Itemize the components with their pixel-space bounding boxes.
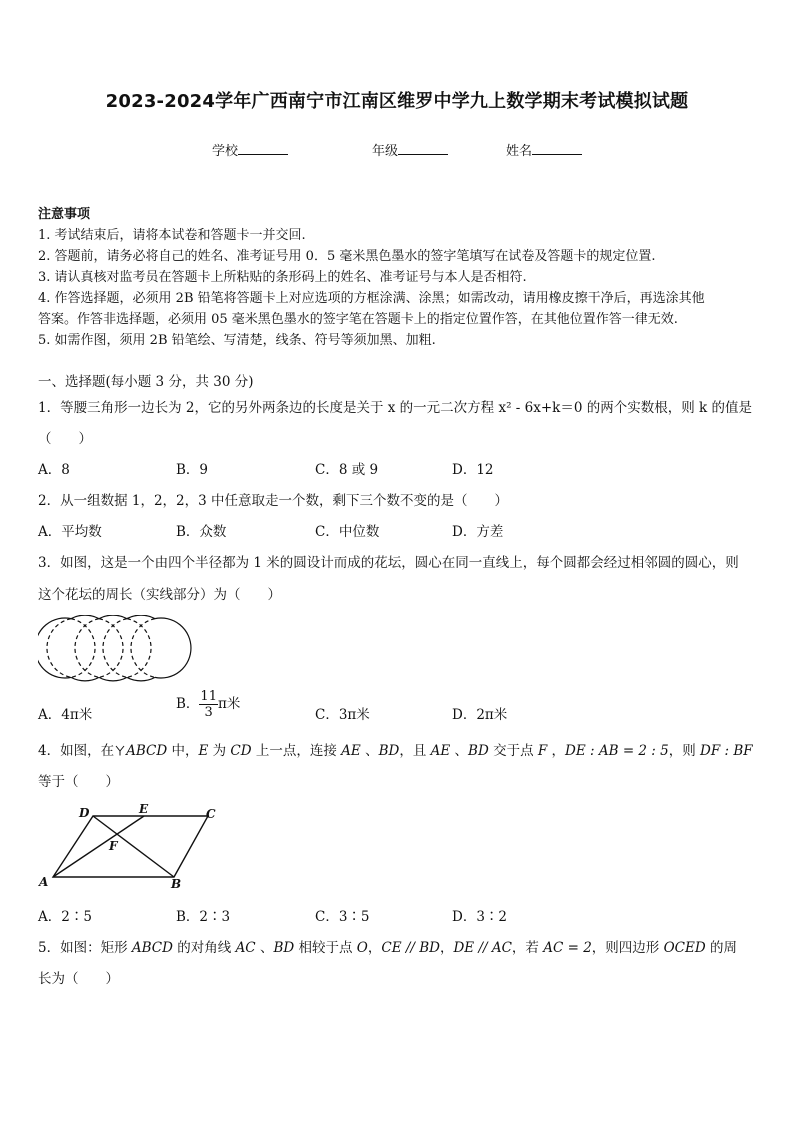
q1-stem: 1．等腰三角形一边长为 2，它的另外两条边的长度是关于 x 的一元二次方程 x² - 6x+k＝0 的两个实数根，则 k 的值是 — [38, 400, 752, 416]
circle-2-dashed-arc — [47, 619, 71, 678]
page-title: 2023-2024学年广西南宁市江南区维罗中学九上数学期末考试模拟试题 — [105, 91, 689, 112]
notice-item-1: 1. 考试结束后，请将本试卷和答题卡一并交回. — [38, 228, 306, 243]
q5-math: CE // BD — [381, 940, 440, 956]
q5-text: 相较于点 — [294, 940, 357, 956]
q4-math: CD — [230, 743, 252, 759]
q5-math: DE // AC — [453, 940, 512, 956]
q1-option-a[interactable]: A．8 — [38, 462, 70, 478]
notice-heading: 注意事项 — [38, 207, 91, 222]
q3-stem-cont: 这个花坛的周长（实线部分）为（ ） — [38, 587, 281, 603]
q3-stem: 3．如图，这是一个由四个半径都为 1 米的圆设计而成的花坛，圆心在同一直线上，每个圆都会经过相邻圆的圆心，则 — [38, 555, 739, 571]
q1-option-d[interactable]: D．12 — [452, 462, 494, 478]
label-a: A — [39, 875, 49, 889]
q5-text: ， — [439, 940, 454, 956]
q4-text: 为 — [208, 743, 231, 759]
q4-option-d[interactable]: D．3∶2 — [452, 909, 508, 925]
q2-option-c[interactable]: C．中位数 — [315, 524, 380, 540]
q4-stem-cont: 等于（ ） — [38, 774, 119, 790]
parallelogram-symbol — [115, 744, 125, 754]
q4-math: ABCD — [126, 743, 168, 759]
q4-math: E — [198, 743, 209, 759]
q4-math: F — [537, 743, 548, 759]
q4-stem — [38, 739, 753, 759]
parallelogram-figure — [36, 800, 222, 892]
q4-text: 交于点 — [488, 743, 538, 759]
grade-field[interactable] — [372, 140, 448, 159]
q4-math: BD — [378, 743, 400, 759]
q3-option-a[interactable]: A．4π米 — [38, 707, 93, 723]
section-heading: 一、选择题(每小题 3 分，共 30 分) — [38, 374, 254, 390]
circle-2-bottom-arc — [71, 677, 99, 680]
grade-blank[interactable] — [398, 142, 448, 155]
segment-ae — [53, 816, 144, 877]
q4-math: DE : AB = 2 : 5 — [565, 743, 669, 759]
q5-math: BD — [273, 940, 295, 956]
label-d: D — [79, 806, 90, 820]
middle-top-arc — [99, 615, 127, 618]
q2-stem: 2．从一组数据 1，2，2，3 中任意取走一个数，剩下三个数不变的是（ ） — [38, 493, 509, 509]
q4-text: 、 — [450, 743, 469, 759]
q5-text: 、 — [255, 940, 274, 956]
notice-item-2: 2. 答题前，请务必将自己的姓名、准考证号用 0．5 毫米黑色墨水的签字笔填写在试卷及答题卡的规定位置. — [38, 249, 656, 264]
circle-2-top-arc — [71, 615, 99, 618]
q4-option-a[interactable]: A．2∶5 — [38, 909, 92, 925]
q3-option-b[interactable] — [176, 689, 240, 720]
q1-bracket: （ ） — [38, 431, 92, 447]
q5-math: AC = 2 — [543, 940, 592, 956]
notice-item-3: 3. 请认真核对监考员在答题卡上所粘贴的条形码上的姓名、准考证号与本人是否相符. — [38, 270, 527, 285]
q4-math: AE — [341, 743, 361, 759]
q4-text: 4．如图，在 — [38, 743, 115, 759]
fraction-denominator: 3 — [204, 705, 213, 720]
q5-text: 的周 — [705, 940, 737, 956]
q1-option-b[interactable]: B．9 — [176, 462, 209, 478]
label-b: B — [171, 877, 182, 891]
q4-math: BD — [468, 743, 489, 759]
q3-option-b-suffix: π米 — [217, 696, 241, 712]
q5-text: 的对角线 — [172, 940, 236, 956]
q3-option-b-fraction — [199, 689, 218, 720]
label-c: C — [206, 807, 216, 821]
q5-math: ABCD — [131, 940, 173, 956]
q3-option-c[interactable]: C．3π米 — [315, 707, 370, 723]
name-blank[interactable] — [532, 142, 582, 155]
q1-option-c[interactable]: C．8 或 9 — [315, 462, 379, 478]
name-field[interactable] — [506, 140, 582, 159]
circle-4-outer-arc — [155, 618, 191, 678]
flower-bed-figure — [38, 615, 193, 685]
circle-3-top-arc — [127, 615, 155, 618]
school-blank[interactable] — [238, 142, 288, 155]
circle-3-bottom-arc — [127, 677, 155, 680]
grade-label: 年级 — [372, 144, 399, 159]
notice-item-4-cont: 答案。作答非选择题，必须用 05 毫米黑色墨水的签字笔在答题卡上的指定位置作答，在其他位置作答一律无效. — [38, 312, 678, 327]
name-label: 姓名 — [506, 144, 533, 159]
q4-option-b[interactable]: B．2∶3 — [176, 909, 231, 925]
q2-option-b[interactable]: B．众数 — [176, 524, 227, 540]
q4-math: DF : BF — [700, 743, 753, 759]
q4-text: 中， — [167, 743, 199, 759]
notice-item-5: 5. 如需作图，须用 2B 铅笔绘、写清楚，线条、符号等须加黑、加粗. — [38, 333, 436, 348]
q3-option-d[interactable]: D．2π米 — [452, 707, 508, 723]
circle-1-outer-arc — [38, 618, 71, 678]
q5-stem — [38, 936, 737, 956]
school-label: 学校 — [212, 144, 239, 159]
q5-text: ，若 — [511, 940, 544, 956]
q5-math: OCED — [663, 940, 706, 956]
q3-option-b-prefix: B． — [176, 696, 200, 712]
q5-text: ，则四边形 — [591, 940, 664, 956]
segment-bd — [93, 816, 174, 877]
q4-math: AE — [430, 743, 451, 759]
q4-text: 上一点，连接 — [251, 743, 342, 759]
q4-option-c[interactable]: C．3∶5 — [315, 909, 370, 925]
q5-text: ， — [367, 940, 382, 956]
notice-item-4: 4. 作答选择题，必须用 2B 铅笔将答题卡上对应选项的方框涂满、涂黑；如需改动，请用橡皮擦干净后，再选涂其他 — [38, 291, 705, 306]
q4-text: ， — [547, 743, 566, 759]
label-e: E — [139, 802, 149, 816]
q4-text: ，则 — [668, 743, 701, 759]
school-field[interactable] — [212, 140, 288, 159]
q4-text: 、 — [360, 743, 379, 759]
q5-math: AC — [235, 940, 256, 956]
q2-option-a[interactable]: A．平均数 — [38, 524, 102, 540]
label-f: F — [109, 839, 118, 853]
q5-text: 5．如图：矩形 — [38, 940, 132, 956]
fraction-numerator: 11 — [200, 689, 217, 704]
q5-math: O — [356, 940, 368, 956]
q4-text: ，且 — [399, 743, 431, 759]
q2-option-d[interactable]: D．方差 — [452, 524, 504, 540]
middle-bottom-arc — [99, 677, 127, 680]
q5-stem-cont: 长为（ ） — [38, 971, 119, 987]
